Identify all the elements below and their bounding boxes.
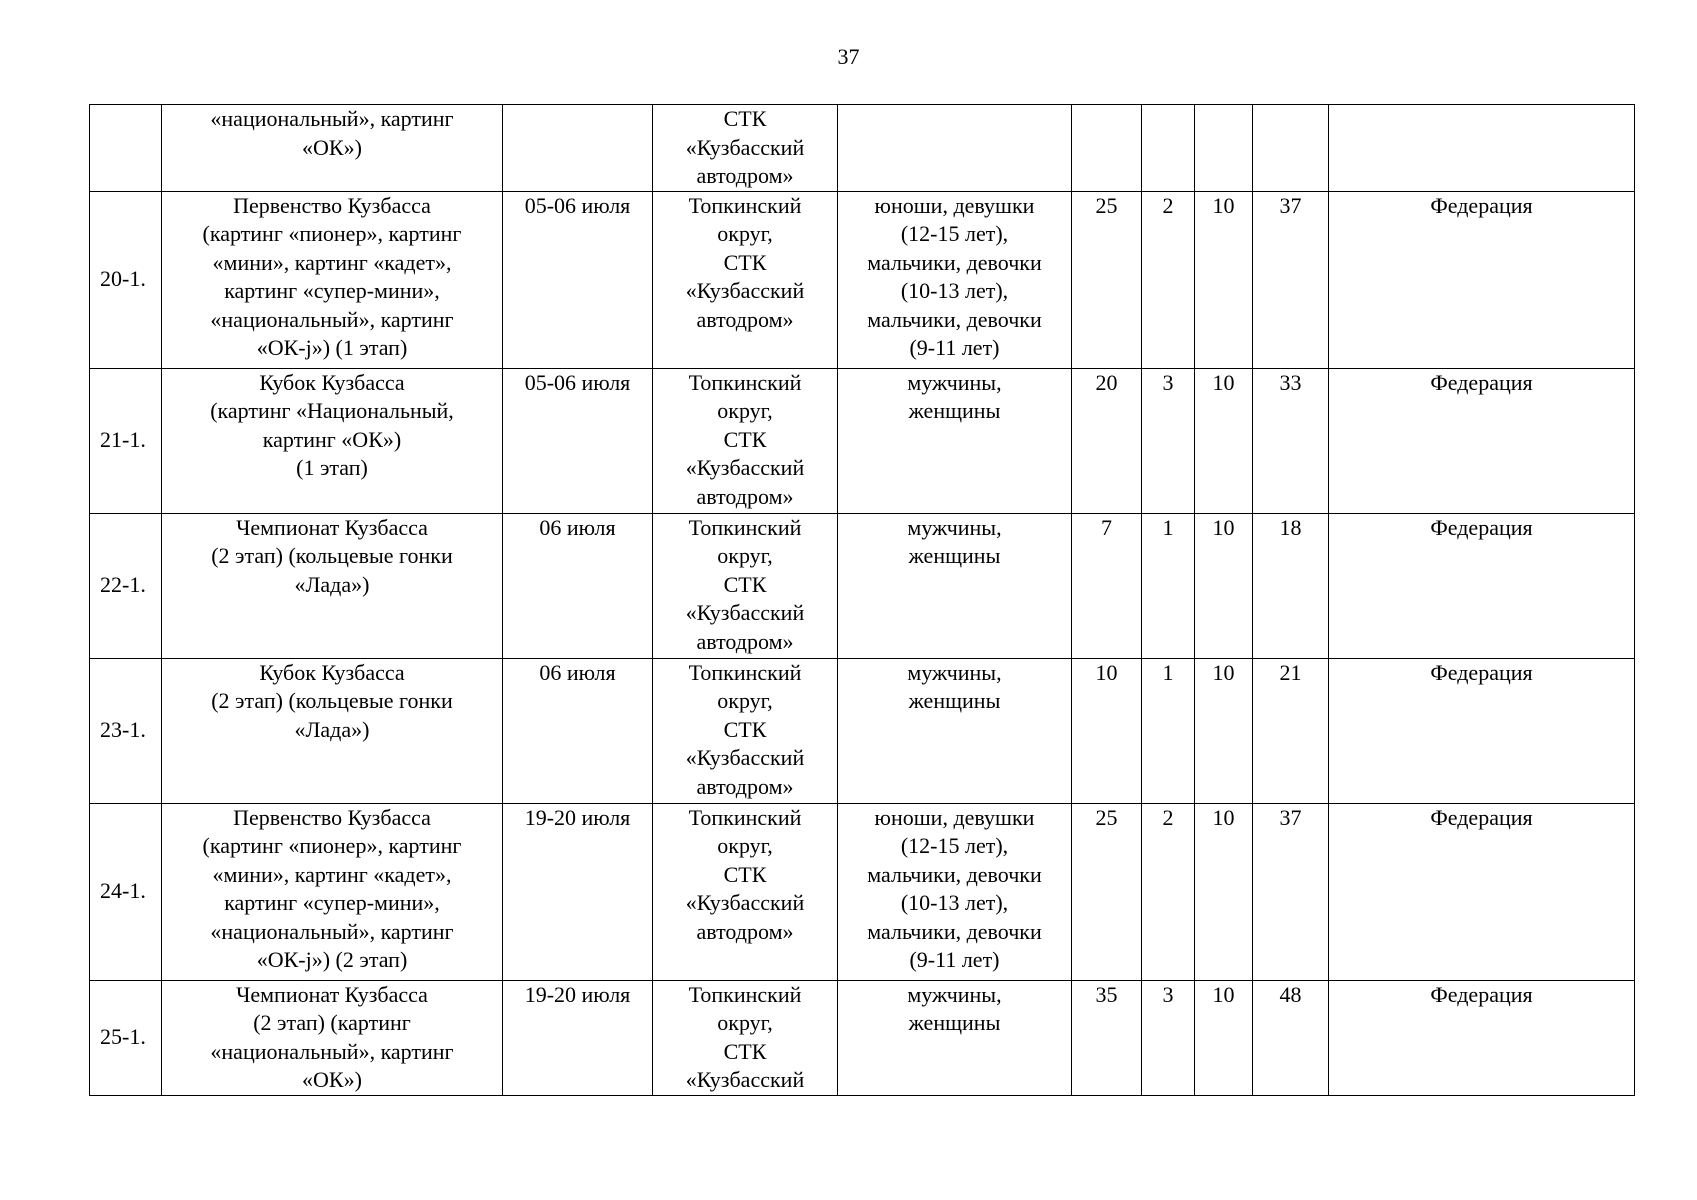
cell-event-name-line: картинг «супер-мини», xyxy=(224,278,440,303)
cell-event-name-line: «ОК») xyxy=(302,1067,362,1092)
cell-participants xyxy=(838,658,1072,803)
cell-count-1 xyxy=(1072,105,1142,192)
cell-event-name-line: картинг «ОК») xyxy=(262,426,402,452)
cell-place-line: округ, xyxy=(717,833,773,858)
cell-organizer: Федерация xyxy=(1329,513,1635,658)
cell-organizer xyxy=(1329,105,1635,192)
cell-place-line: «Кузбасский xyxy=(685,745,805,770)
table-row xyxy=(90,658,1635,803)
cell-place-line: СТК xyxy=(723,249,767,275)
cell-event-name-line: «ОК-j») (2 этап) xyxy=(256,947,408,972)
cell-participants-line: женщины xyxy=(908,1010,1001,1035)
cell-event-name-line: (2 этап) (картинг xyxy=(253,1010,411,1035)
cell-count-1: 35 xyxy=(1072,980,1142,1095)
cell-total: 48 xyxy=(1253,980,1329,1095)
cell-event-name xyxy=(162,980,503,1095)
cell-place-line: Топкинский xyxy=(688,369,802,395)
cell-count-2: 3 xyxy=(1142,368,1195,513)
cell-event-name-line: Чемпионат Кузбасса xyxy=(236,981,428,1007)
cell-event-name xyxy=(162,658,503,803)
cell-number: 25-1. xyxy=(90,980,162,1095)
cell-place xyxy=(653,803,838,980)
cell-participants-line: мужчины, xyxy=(907,514,1002,540)
cell-count-3: 10 xyxy=(1195,803,1253,980)
cell-count-2: 1 xyxy=(1142,513,1195,658)
cell-count-3 xyxy=(1195,105,1253,192)
cell-participants xyxy=(838,191,1072,368)
cell-participants-line: (12-15 лет), xyxy=(900,833,1009,858)
cell-organizer: Федерация xyxy=(1329,803,1635,980)
cell-place-line: автодром» xyxy=(696,483,794,509)
cell-place-line: СТК xyxy=(723,426,767,452)
cell-number xyxy=(90,105,162,192)
cell-place-line: Топкинский xyxy=(688,804,802,830)
cell-place-line: автодром» xyxy=(696,306,794,332)
cell-participants-line: (9-11 лет) xyxy=(909,947,1000,972)
cell-count-2 xyxy=(1142,105,1195,192)
cell-number: 21-1. xyxy=(90,368,162,513)
cell-date: 05-06 июля xyxy=(503,191,653,368)
cell-count-3: 10 xyxy=(1195,368,1253,513)
cell-place-line: «Кузбасский xyxy=(685,134,805,160)
cell-event-name-line: «Лада») xyxy=(294,716,370,742)
cell-place xyxy=(653,368,838,513)
cell-participants xyxy=(838,803,1072,980)
cell-place-line: округ, xyxy=(717,688,773,713)
cell-event-name-line: «национальный», картинг xyxy=(210,1038,454,1064)
cell-participants-line: (9-11 лет) xyxy=(909,335,1000,360)
cell-participants-line: юноши, девушки xyxy=(874,804,1035,830)
cell-participants-line: женщины xyxy=(908,688,1001,713)
cell-total xyxy=(1253,105,1329,192)
cell-place-line: округ, xyxy=(717,1010,773,1035)
cell-place-line: Топкинский xyxy=(688,659,802,685)
cell-event-name-line: картинг «супер-мини», xyxy=(224,890,440,915)
cell-place-line: «Кузбасский xyxy=(685,278,805,303)
cell-place-line: округ, xyxy=(717,398,773,423)
cell-event-name xyxy=(162,105,503,192)
cell-number: 20-1. xyxy=(90,191,162,368)
cell-event-name xyxy=(162,803,503,980)
table-row xyxy=(90,368,1635,513)
cell-participants-line: мальчики, девочки xyxy=(867,861,1042,887)
cell-event-name-line: (2 этап) (кольцевые гонки xyxy=(211,688,453,713)
cell-total: 21 xyxy=(1253,658,1329,803)
events-table xyxy=(89,104,1635,1096)
cell-event-name-line: Первенство Кузбасса xyxy=(233,804,431,830)
cell-participants-line: мужчины, xyxy=(907,659,1002,685)
cell-participants-line: (12-15 лет), xyxy=(900,221,1009,246)
cell-event-name-line: «ОК-j») (1 этап) xyxy=(256,335,408,360)
table-row xyxy=(90,191,1635,368)
cell-count-3: 10 xyxy=(1195,191,1253,368)
cell-date: 05-06 июля xyxy=(503,368,653,513)
cell-participants xyxy=(838,513,1072,658)
cell-place xyxy=(653,191,838,368)
cell-place-line: округ, xyxy=(717,221,773,246)
cell-total: 37 xyxy=(1253,803,1329,980)
cell-count-3: 10 xyxy=(1195,980,1253,1095)
cell-participants xyxy=(838,105,1072,192)
cell-participants-line: юноши, девушки xyxy=(874,192,1035,218)
cell-place-line: «Кузбасский xyxy=(685,890,805,915)
cell-event-name-line: Кубок Кузбасса xyxy=(259,369,405,395)
cell-count-1: 10 xyxy=(1072,658,1142,803)
table-row xyxy=(90,513,1635,658)
cell-total: 33 xyxy=(1253,368,1329,513)
cell-count-1: 25 xyxy=(1072,191,1142,368)
cell-place-line: Топкинский xyxy=(688,981,802,1007)
cell-number: 23-1. xyxy=(90,658,162,803)
table-row xyxy=(90,980,1635,1095)
cell-place-line: Топкинский xyxy=(688,514,802,540)
cell-event-name-line: Первенство Кузбасса xyxy=(233,192,431,218)
cell-count-1: 25 xyxy=(1072,803,1142,980)
cell-place-line: Топкинский xyxy=(688,192,802,218)
cell-date: 19-20 июля xyxy=(503,980,653,1095)
cell-participants-line: мальчики, девочки xyxy=(867,249,1042,275)
cell-event-name-line: (2 этап) (кольцевые гонки xyxy=(211,543,453,568)
cell-total: 18 xyxy=(1253,513,1329,658)
cell-place-line: «Кузбасский xyxy=(685,455,805,480)
cell-place-line: «Кузбасский xyxy=(685,1067,805,1092)
cell-place xyxy=(653,658,838,803)
cell-event-name-line: (картинг «пионер», картинг xyxy=(202,221,462,246)
cell-count-2: 2 xyxy=(1142,191,1195,368)
cell-event-name-line: «национальный», картинг xyxy=(210,918,454,944)
cell-count-3: 10 xyxy=(1195,513,1253,658)
cell-place-line: СТК xyxy=(723,1038,767,1064)
cell-participants-line: мужчины, xyxy=(907,369,1002,395)
cell-date: 19-20 июля xyxy=(503,803,653,980)
cell-count-2: 1 xyxy=(1142,658,1195,803)
cell-event-name-line: (картинг «Национальный, xyxy=(210,398,454,423)
cell-participants xyxy=(838,368,1072,513)
cell-organizer: Федерация xyxy=(1329,191,1635,368)
cell-event-name xyxy=(162,368,503,513)
cell-participants-line: мальчики, девочки xyxy=(867,918,1042,944)
cell-place-line: СТК xyxy=(723,571,767,597)
cell-event-name-line: «национальный», картинг xyxy=(210,306,454,332)
cell-place-line: автодром» xyxy=(696,628,794,654)
cell-participants-line: (10-13 лет), xyxy=(900,278,1009,303)
cell-event-name-line: Чемпионат Кузбасса xyxy=(236,514,428,540)
cell-participants-line: женщины xyxy=(908,398,1001,423)
cell-event-name-line: «мини», картинг «кадет», xyxy=(212,249,452,275)
cell-event-name-line: «мини», картинг «кадет», xyxy=(212,861,452,887)
cell-count-2: 2 xyxy=(1142,803,1195,980)
cell-count-1: 7 xyxy=(1072,513,1142,658)
cell-date: 06 июля xyxy=(503,658,653,803)
cell-count-1: 20 xyxy=(1072,368,1142,513)
cell-participants-line: женщины xyxy=(908,543,1001,568)
cell-event-name xyxy=(162,513,503,658)
cell-count-3: 10 xyxy=(1195,658,1253,803)
cell-place-line: округ, xyxy=(717,543,773,568)
table-row xyxy=(90,105,1635,192)
cell-place-line: СТК xyxy=(723,716,767,742)
page-number: 37 xyxy=(837,44,860,69)
cell-event-name-line: «национальный», картинг xyxy=(210,106,454,131)
cell-event-name-line: «ОК») xyxy=(302,134,362,160)
cell-participants-line: мальчики, девочки xyxy=(867,306,1042,332)
table-row xyxy=(90,803,1635,980)
cell-place-line: СТК xyxy=(723,861,767,887)
cell-place-line: автодром» xyxy=(696,163,794,188)
cell-event-name-line: «Лада») xyxy=(294,571,370,597)
cell-participants-line: (10-13 лет), xyxy=(900,890,1009,915)
cell-place-line: СТК xyxy=(723,106,767,131)
cell-participants-line: мужчины, xyxy=(907,981,1002,1007)
cell-date: 06 июля xyxy=(503,513,653,658)
cell-place-line: «Кузбасский xyxy=(685,600,805,625)
cell-place-line: автодром» xyxy=(696,918,794,944)
cell-number: 22-1. xyxy=(90,513,162,658)
cell-place-line: автодром» xyxy=(696,773,794,799)
cell-organizer: Федерация xyxy=(1329,368,1635,513)
cell-event-name-line: (1 этап) xyxy=(296,455,368,480)
cell-place xyxy=(653,105,838,192)
cell-participants xyxy=(838,980,1072,1095)
cell-event-name-line: Кубок Кузбасса xyxy=(259,659,405,685)
cell-place xyxy=(653,980,838,1095)
cell-place xyxy=(653,513,838,658)
cell-event-name-line: (картинг «пионер», картинг xyxy=(202,833,462,858)
cell-organizer: Федерация xyxy=(1329,658,1635,803)
cell-event-name xyxy=(162,191,503,368)
cell-number: 24-1. xyxy=(90,803,162,980)
cell-count-2: 3 xyxy=(1142,980,1195,1095)
cell-organizer: Федерация xyxy=(1329,980,1635,1095)
table-body xyxy=(90,105,1635,1096)
cell-total: 37 xyxy=(1253,191,1329,368)
cell-date xyxy=(503,105,653,192)
